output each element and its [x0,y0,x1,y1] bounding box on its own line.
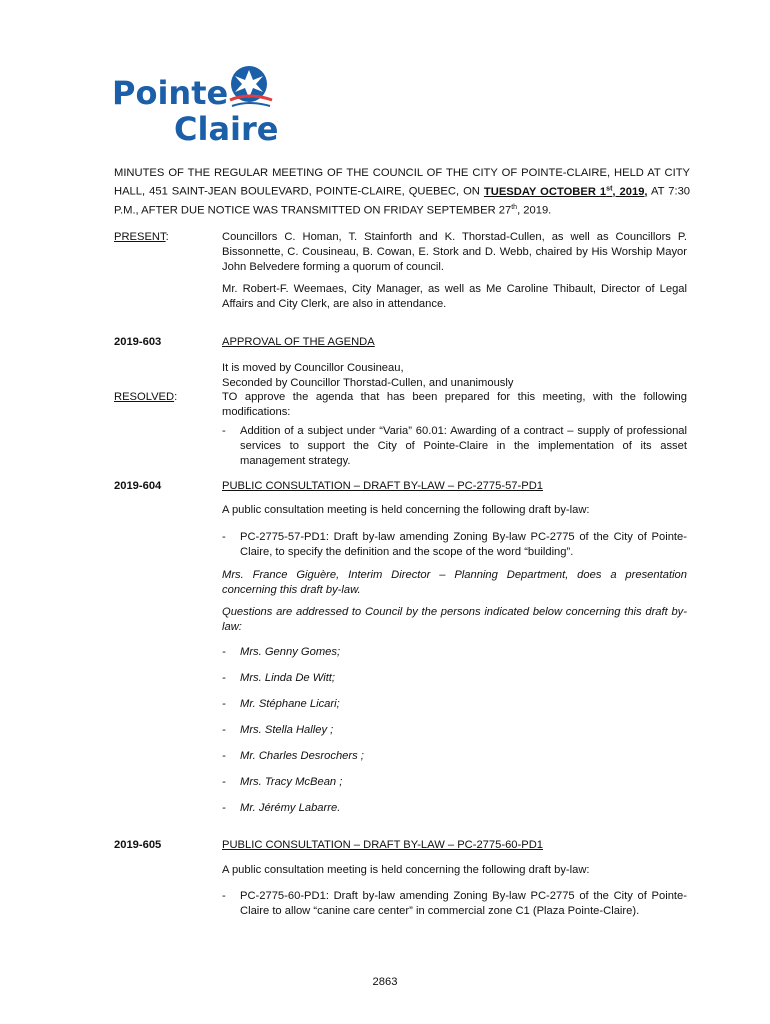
windmill-icon [230,66,272,106]
present-paragraph: Councillors C. Homan, T. Stainforth and K. Thorstad-Cullen, as well as Councillors P. Bissonnette, C. Cousineau, B. Cowan, E. Stork and D. Webb, chaired by His Worship Mayor John Belvedere forming a quorum of council. [222,231,687,273]
header-text: MINUTES OF THE REGULAR MEETING OF THE COUNCIL OF THE CITY OF POINTE-CLAIRE, HELD AT CITY HALL, 451 SAINT-JEAN BOULEVARD, POINTE-CLAIRE, QUEBEC, ON [114,167,690,198]
page-number: 2863 [372,976,398,988]
present-label: PRESENT: [114,231,169,243]
list-item: - PC-2775-57-PD1: Draft by-law amending Zoning By-law PC-2775 of the City of Pointe-Claire, to specify the definition and the scope of the word “building”. [222,531,687,558]
resolution-number: 2019-604 [114,480,162,492]
resolved-text: TO approve the agenda that has been prepared for this meeting, with the following modifications: [222,391,687,418]
logo-line2: Claire [174,110,279,144]
meeting-date: TUESDAY OCTOBER 1 [483,185,607,198]
meeting-date-suffix: st [606,185,613,192]
resolution-title: APPROVAL OF THE AGENDA [222,336,375,348]
list-item: - PC-2775-60-PD1: Draft by-law amending Zoning By-law PC-2775 of the City of Pointe-Claire to allow “canine care center” in commercial zone C1 (Plaza Pointe-Claire). [222,890,687,917]
header-text-middle: AT 7:30 P.M., AFTER DUE NOTICE WAS TRANSMITTED ON FRIDAY SEPTEMBER 27 [114,185,691,217]
resolution-title: PUBLIC CONSULTATION – DRAFT BY-LAW – PC-2775-57-PD1 [222,480,544,492]
consultation-intro: A public consultation meeting is held concerning the following draft by-law: [222,864,590,876]
list-item: - Mrs. Genny Gomes; [222,646,341,658]
list-item: - Mr. Charles Desrochers ; [222,750,364,762]
resolution-number: 2019-603 [114,336,162,348]
logo-line1: Pointe [112,74,229,112]
list-item: - Mrs. Stella Halley ; [222,724,334,736]
list-item: - Addition of a subject under “Varia” 60.01: Awarding of a contract – supply of professional services to support the City of Pointe-Claire in the implementation of its asset management strategy. [222,425,687,467]
resolution-number: 2019-605 [114,839,162,851]
pointe-claire-logo [112,62,282,144]
list-item: - Mr. Jérémy Labarre. [222,802,341,814]
list-item: - Mrs. Linda De Witt; [222,672,336,684]
resolution-title: PUBLIC CONSULTATION – DRAFT BY-LAW – PC-2775-60-PD1 [222,839,544,851]
consultation-intro: A public consultation meeting is held concerning the following draft by-law: [222,504,590,516]
header-text-end: , 2019. [517,204,552,217]
questions-note: Questions are addressed to Council by the persons indicated below concerning this draft by-law: [222,606,687,633]
meeting-year: , 2019, [612,185,648,198]
minutes-header [114,166,690,218]
list-item: - Mrs. Tracy McBean ; [222,776,343,788]
list-item: - Mr. Stéphane Licari; [222,698,340,710]
seconded-text: Seconded by Councillor Thorstad-Cullen, and unanimously [222,377,514,389]
resolved-label: RESOLVED: [114,391,178,403]
attendance-paragraph: Mr. Robert-F. Weemaes, City Manager, as well as Me Caroline Thibault, Director of Legal Affairs and City Clerk, are also in attendance. [222,283,687,310]
notice-date-suffix: th [511,203,518,211]
moved-text: It is moved by Councillor Cousineau, [222,362,404,374]
presentation-note: Mrs. France Giguère, Interim Director – Planning Department, does a presentation concerning this draft by-law. [222,569,687,596]
